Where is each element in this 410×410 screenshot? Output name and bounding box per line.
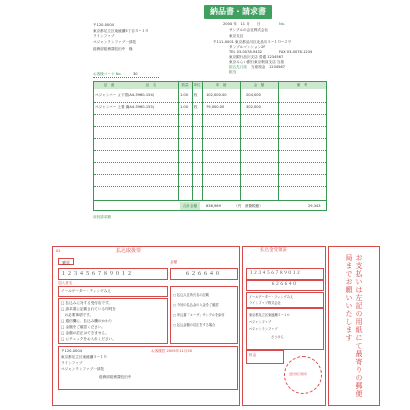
note-line: □ 請求書に記載されている印判を bbox=[61, 307, 116, 311]
right-amount-digits: ６２６６４０ bbox=[271, 282, 297, 287]
slip-left-header: 払込取扱票 bbox=[116, 248, 142, 254]
issuer-tel: TEL 03-0078-9432 bbox=[229, 50, 263, 54]
customer-code-line bbox=[93, 77, 159, 78]
right-amount-box bbox=[246, 280, 324, 291]
check-line: □ 申込書「ユーザ」サンプルを添付 bbox=[173, 313, 225, 317]
note-line: □ 金額の訂正はできません。 bbox=[61, 331, 109, 335]
notes-area bbox=[58, 298, 168, 344]
sender-address2: ラインファブ bbox=[61, 361, 83, 365]
recipient-zip: 〒120-0004 bbox=[93, 23, 114, 27]
account-box bbox=[58, 268, 168, 280]
check-line: □ 今回の払込金の入金をご確認 bbox=[173, 303, 219, 307]
row-name: ペジャンバー 上着 新 bbox=[95, 105, 130, 109]
invoice-title: 納品書・請求書 bbox=[204, 5, 272, 19]
tax-value: 29,343 bbox=[308, 204, 321, 208]
sender-name: ペジャンランファブ一部技 bbox=[61, 367, 104, 371]
header-remarks: 備 考 bbox=[278, 82, 326, 89]
issuer-stamp: 担当 bbox=[229, 70, 237, 74]
note-line: □ 払込みに対する受付店です。 bbox=[61, 301, 112, 305]
header-qty: 数量 bbox=[178, 82, 192, 89]
table-row bbox=[94, 102, 326, 115]
issuer-company: サンプルの会社株式会社 bbox=[229, 28, 269, 32]
sender-area bbox=[58, 346, 238, 390]
note-line: □ 通信欄に、払込み欄のかわり bbox=[61, 319, 113, 323]
right-sender-line: さうけん bbox=[271, 335, 284, 339]
amount-prefix: 金額 bbox=[170, 260, 178, 264]
row-qty: 1.00 bbox=[180, 105, 189, 109]
check-line: □ 払込人住所氏名の記載 bbox=[173, 293, 209, 297]
amount-box bbox=[170, 268, 238, 280]
right-payee: イールゲーター・ティングみえ bbox=[249, 295, 294, 299]
totals-row bbox=[94, 200, 326, 211]
items-table bbox=[93, 81, 327, 211]
date-label: お客様控 2005年11月30 bbox=[151, 349, 192, 353]
recipient-address2: ラインファブ bbox=[93, 34, 115, 38]
vertical-note: お支払いは左記の用紙にて最寄りの郵便局までお願いいたします bbox=[345, 254, 363, 398]
payee-name: イールゲーター・ティングみえ bbox=[61, 289, 111, 293]
header-item-name: 品 名 bbox=[124, 82, 178, 89]
issuer-bank3: 当座預金 1234567 bbox=[251, 65, 285, 69]
recipient-address1: 東京都足立区東綾瀬5丁目５−１０ bbox=[93, 29, 149, 33]
check-line: □ 払込金額の訂正をする場合 bbox=[173, 323, 216, 327]
right-payee-box bbox=[246, 292, 324, 308]
row-qty: 1.00 bbox=[180, 93, 189, 97]
row-amount: 204,000 bbox=[246, 93, 261, 97]
note-line: □ 金額をご確認ください。 bbox=[61, 325, 106, 329]
invoice-date: 2004 年 11 月 日 bbox=[223, 22, 261, 26]
right-payee2: ラインファブ株式会社 bbox=[249, 301, 281, 305]
subtotal-label: 合計金額 bbox=[180, 202, 200, 210]
right-sender-line: ペジャンランファブ bbox=[249, 327, 278, 331]
amount-digits: ６２６６４０ bbox=[185, 271, 222, 277]
issuer-dept: 東京支社 bbox=[229, 34, 244, 38]
seal-circle bbox=[284, 356, 322, 394]
header-amount: 金 額 bbox=[240, 82, 278, 89]
right-sender-line: 東京都足立区東綾瀬５−１０ bbox=[249, 313, 290, 317]
header-unit: 単位 bbox=[193, 83, 201, 87]
sender-person: 総務部総務課長田中 bbox=[99, 375, 132, 379]
empty-row bbox=[94, 162, 326, 163]
note-line: の必要事項です。 bbox=[61, 313, 94, 317]
row-code: (A4-5960-154) bbox=[128, 93, 155, 97]
right-sender-box bbox=[246, 308, 324, 350]
recipient-person: 総務部総務課長田中 様 bbox=[93, 47, 133, 51]
row-code: (A4-5960-155) bbox=[128, 105, 155, 109]
subtotal-value: 636,969 bbox=[206, 204, 221, 208]
issuer-bank2: 東京みらい銀行東京駅前支店 当座 bbox=[229, 60, 285, 64]
right-fee-box bbox=[246, 350, 284, 364]
account-number: １２３４５６７８９０１２ bbox=[61, 271, 134, 277]
bank-label: 振込先口座 bbox=[229, 65, 247, 69]
row-name: ペジャンバー よ下着 bbox=[95, 93, 129, 97]
sender-zip: 〒120-0004 bbox=[61, 349, 82, 353]
payee-label: 加入者名 bbox=[58, 281, 73, 285]
sender-address1: 東京都足立区東綾瀬５−１０ bbox=[61, 355, 108, 359]
right-sender-line: ペジャンファブ bbox=[249, 320, 272, 324]
header-price: 単 価 bbox=[202, 82, 240, 89]
footer-note: 前回請求額 bbox=[93, 215, 111, 219]
seal-text: 受付局日附印 bbox=[289, 372, 308, 376]
empty-row bbox=[94, 150, 326, 151]
header-item-code: 品 番 bbox=[94, 82, 124, 89]
recipient-company: ペジャンランファブ一部技 bbox=[93, 40, 136, 44]
payee-box bbox=[58, 286, 168, 297]
slip-right-header: 払込金受領証 bbox=[260, 248, 287, 253]
tax-label: （円 消費税額） bbox=[234, 204, 263, 208]
row-unit: 枚 bbox=[194, 93, 198, 97]
slip-left-sub: 東京 bbox=[58, 258, 74, 265]
empty-row bbox=[94, 138, 326, 139]
right-account-box bbox=[246, 268, 324, 280]
right-account-number: １２３４５６７８９０１２ bbox=[249, 271, 301, 276]
issuer-address: 〒111-0001 東京都品川区北品川５−１０−２９ bbox=[213, 40, 292, 44]
customer-code: 30 bbox=[133, 72, 138, 76]
right-fee-label: 料金 bbox=[249, 353, 257, 357]
empty-row bbox=[94, 126, 326, 127]
checks-area bbox=[170, 286, 238, 344]
note-line: □ にチェックをお入れください。 bbox=[61, 337, 116, 341]
customer-code-label: お客様コード No. bbox=[93, 72, 122, 76]
invoice-no-label: No. bbox=[279, 22, 285, 26]
slip-left-tag: 02 bbox=[56, 249, 61, 253]
row-price: 79,000.00 bbox=[206, 105, 225, 109]
issuer-building: タンブルマンション2F bbox=[229, 45, 266, 49]
issuer-fax: FAX 03-0078-1234 bbox=[279, 50, 313, 54]
invoice-sheet bbox=[83, 3, 327, 225]
row-price: 102,000.00 bbox=[206, 93, 227, 97]
payment-slip bbox=[52, 246, 380, 406]
issuer-bank1: 東京銀行品川支店 普通 1234567 bbox=[229, 55, 284, 59]
row-unit: 枚 bbox=[194, 105, 198, 109]
row-amount: 302,000 bbox=[246, 105, 261, 109]
empty-row bbox=[94, 186, 326, 187]
empty-row bbox=[94, 174, 326, 175]
